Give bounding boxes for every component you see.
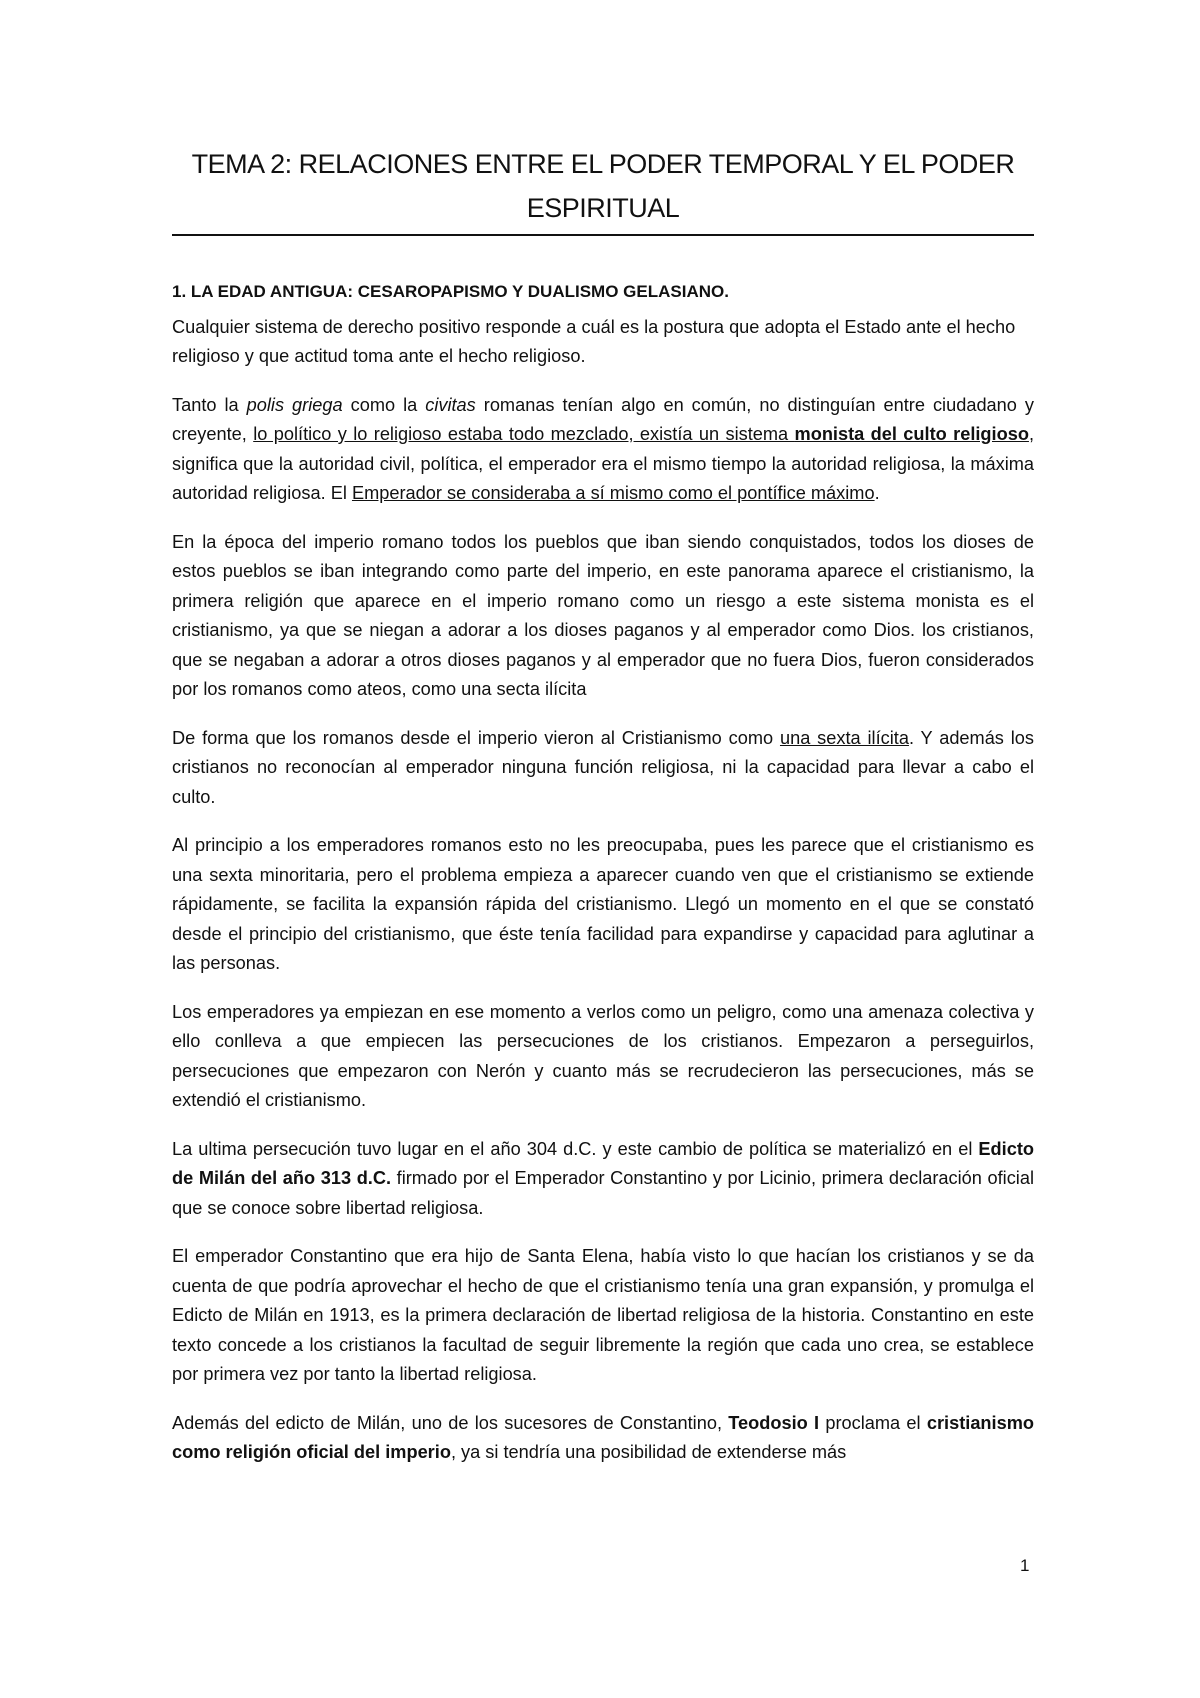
bold-text: cristianismo como religión oficial del imperio — [172, 1412, 1034, 1462]
italic-term-civitas: civitas — [425, 394, 476, 415]
text-run: La ultima persecución tuvo lugar en el año 304 d.C. y este cambio de política se materializó en el — [172, 1138, 979, 1159]
bold-text: Edicto de Milán del año 313 d.C. — [172, 1138, 1034, 1188]
text-run: romanas tenían algo en común, no distinguían entre ciudadano y creyente, — [172, 394, 1034, 444]
text-run: firmado por el Emperador Constantino y por Licinio, primera declaración oficial que se conoce sobre libertad religiosa. — [172, 1168, 1034, 1218]
paragraph-2 — [172, 391, 1034, 509]
text-run: . Y además los cristianos no reconocían al emperador ninguna función religiosa, ni la capacidad para llevar a cabo el culto. — [172, 727, 1035, 807]
title-line-2: ESPIRITUAL — [526, 193, 680, 223]
underlined-text: lo político y lo religioso estaba todo mezclado, existía un sistema — [253, 424, 795, 444]
underlined-text: Emperador se consideraba a sí mismo como el pontífice máximo — [351, 483, 875, 503]
paragraph-4 — [172, 724, 1034, 813]
paragraph-3: En la época del imperio romano todos los pueblos que iban siendo conquistados, todos los dioses de estos pueblos se iban integrando como parte del imperio, en este panorama aparece el cristianismo, la primera religión que aparece en el imperio romano como un riesgo a este sistema monista es el cristianismo, ya que se niegan a adorar a los dioses paganos y al emperador como Dios. los cristianos, que se negaban a adorar a otros dioses paganos y al emperador que no fuera Dios, fueron considerados por los romanos como ateos, como una secta ilícita — [172, 531, 1034, 699]
text-run: , significa que la autoridad civil, política, el emperador era el mismo tiempo la autoridad religiosa, la máxima autoridad religiosa. El — [172, 424, 1034, 503]
paragraph-7 — [172, 1135, 1034, 1224]
text-run: , ya si tendría una posibilidad de extenderse más — [450, 1442, 847, 1462]
paragraph-8: El emperador Constantino que era hijo de Santa Elena, había visto lo que hacían los cristianos y se da cuenta de que podría aprovechar el hecho de que el cristianismo tenía una gran expansión, y promulga el Edicto de Milán en 1913, es la primera declaración de libertad religiosa de la historia. Constantino en este texto concede a los cristianos la facultad de seguir libremente la región que cada uno crea, se establece por primera vez por tanto la libertad religiosa. — [172, 1246, 1034, 1384]
italic-term-polis: polis griega — [246, 394, 343, 415]
text-run: De forma que los romanos desde el imperio vieron al Cristianismo como — [172, 727, 780, 748]
paragraph-6: Los emperadores ya empiezan en ese momento a verlos como un peligro, como una amenaza colectiva y ello conlleva a que empiecen las persecuciones de los cristianos. Empezaron a perseguirlos, persecuciones que empezaron con Nerón y cuanto más se recrudecieron las persecuciones, más se extendió el cristianismo. — [172, 1001, 1034, 1110]
underlined-text: una sexta ilícita — [779, 727, 909, 748]
paragraph-5: Al principio a los emperadores romanos esto no les preocupaba, pues les parece que el cristianismo es una sexta minoritaria, pero el problema empieza a aparecer cuando ven que el cristianismo se extiende rápidamente, se facilita la expansión rápida del cristianismo. Llegó un momento en el que se constató desde el principio del cristianismo, que éste tenía facilidad para expandirse y capacidad para aglutinar a las personas. — [172, 835, 1034, 973]
text-run: Además del edicto de Milán, uno de los sucesores de Constantino, — [172, 1412, 729, 1433]
bold-text: Teodosio I — [728, 1412, 820, 1433]
text-run: proclama el — [819, 1412, 927, 1433]
text-run: . — [874, 483, 880, 503]
paragraph-1: Cualquier sistema de derecho positivo responde a cuál es la postura que adopta el Estado ante el hecho religioso y que actitud toma ante el hecho religioso. — [172, 316, 1016, 366]
paragraph-9 — [172, 1409, 1034, 1468]
underlined-bold-text: monista del culto religioso — [794, 424, 1029, 444]
document-body — [172, 277, 1034, 1487]
page-number: 1 — [1020, 1556, 1030, 1575]
text-run: Tanto la — [172, 394, 247, 415]
title-line-1: TEMA 2: RELACIONES ENTRE EL PODER TEMPORAL Y EL PODER — [191, 149, 1015, 179]
document-title — [172, 142, 1034, 236]
section-heading: 1. LA EDAD ANTIGUA: CESAROPAPISMO Y DUALISMO GELASIANO. — [172, 282, 729, 301]
text-run: como la — [342, 394, 426, 415]
